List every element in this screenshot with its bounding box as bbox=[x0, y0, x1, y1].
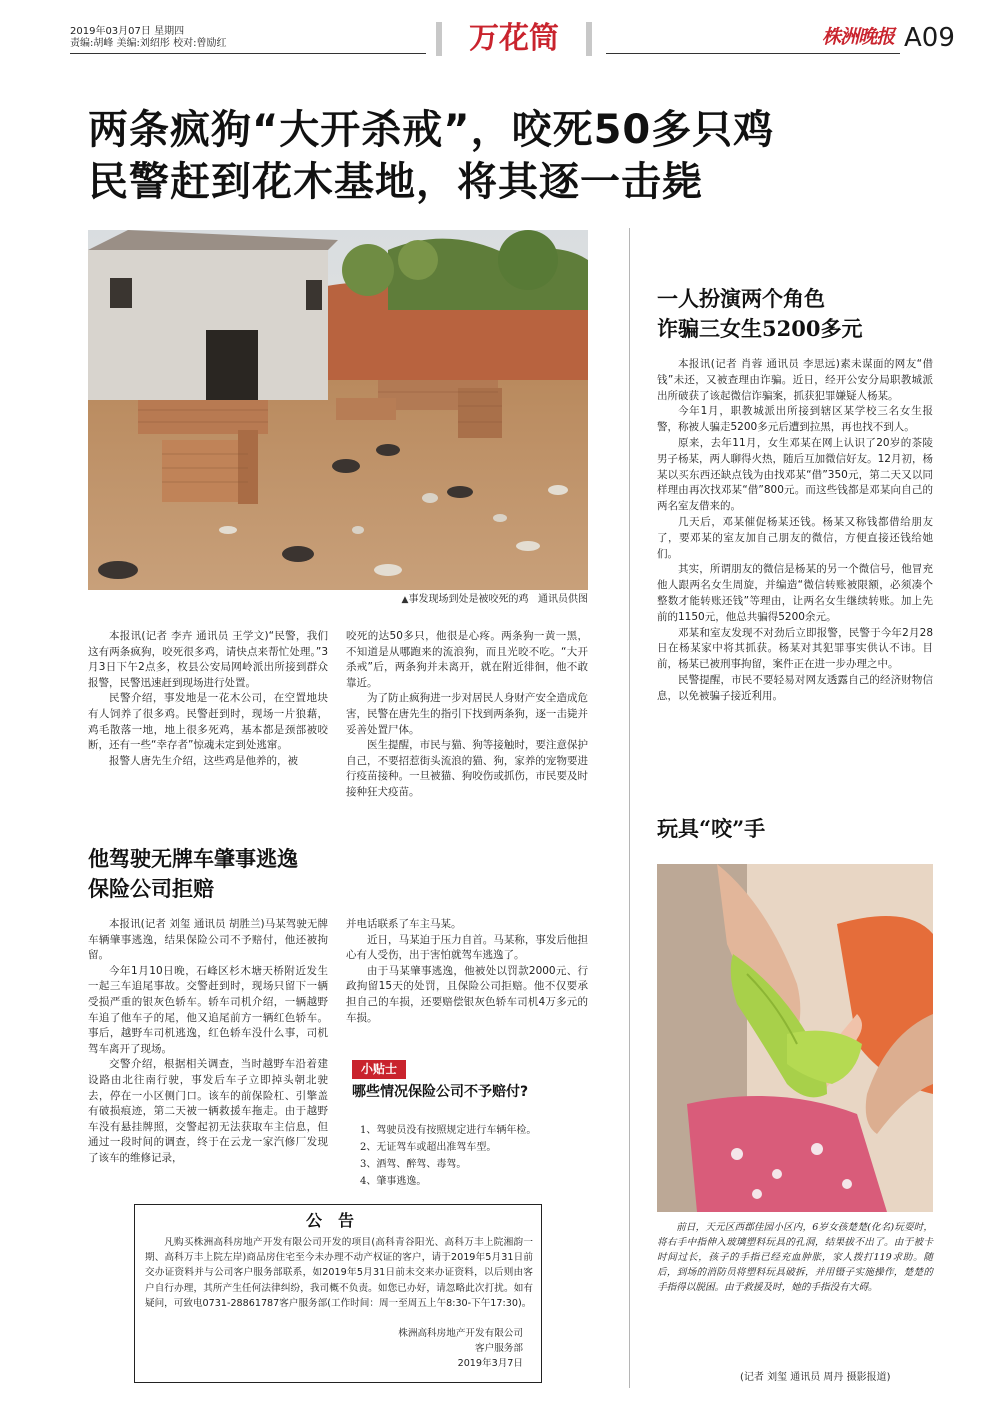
paragraph: 近日，马某迫于压力自首。马某称，事发后他担心有人受伤，出于害怕就驾车逃逸了。 bbox=[346, 933, 588, 962]
paragraph: 本报讯(记者 肖蓉 通讯员 李思远)素未谋面的网友“借钱”未还，又被查理由诈骗。近日，经开公安分局职教城派出所破获了该起微信诈骗案，抓获犯罪嫌疑人杨某。 bbox=[657, 358, 933, 402]
list-item: 4、肇事逃逸。 bbox=[360, 1176, 427, 1187]
list-item: 1、驾驶员没有按照规定进行车辆年检。 bbox=[360, 1125, 537, 1136]
paragraph: 今年1月，职教城派出所接到辖区某学校三名女生报警，称被人骗走5200多元后遭到拉黑，再也找不到人。 bbox=[657, 405, 933, 434]
scene-caption-credit: 通讯员供图 bbox=[538, 594, 588, 605]
paragraph: 由于马某肇事逃逸，他被处以罚款2000元、行政拘留15天的处罚，且保险公司拒赔。他不仅要承担自己的车损，还要赔偿银灰色轿车司机4万多元的车损。 bbox=[346, 964, 588, 1024]
editor-credits: 责编:胡峰 美编:刘绍彤 校对:曾励红 bbox=[70, 38, 227, 49]
fraud-headline bbox=[657, 284, 862, 344]
fraud-headline-line-1: 一人扮演两个角色 bbox=[657, 286, 825, 311]
paragraph: 本报讯(记者 刘玺 通讯员 胡胜兰)马某驾驶无牌车辆肇事逃逸，结果保险公司不予赔付，他还被拘留。 bbox=[88, 918, 328, 962]
fraud-story-body bbox=[657, 357, 933, 705]
fraud-headline-line-2: 诈骗三女生5200多元 bbox=[657, 316, 863, 341]
paragraph: 为了防止疯狗进一步对居民人身财产安全造成危害，民警在唐先生的指引下找到两条狗，逐一击毙并妥善处置尸体。 bbox=[346, 692, 588, 736]
paragraph: 报警人唐先生介绍，这些鸡是他养的，被 bbox=[109, 754, 298, 767]
scene-illustration bbox=[88, 230, 588, 590]
notice-dept: 客户服务部 bbox=[475, 1343, 523, 1354]
paragraph: 前日，天元区西郡佳园小区内，6岁女孩楚楚(化名)玩耍时，将右手中指伸入玻璃塑料玩具的孔洞，结果拔不出了。由于被卡时间过长，孩子的手指已经充血肿胀，家人拨打119求助。随后，到场的消防员将塑料玩具破拆，并用镊子实施操作，楚楚的手指得以脱困。由于救援及时，她的手指没有大碍。 bbox=[657, 1222, 933, 1293]
paragraph: 原来，去年11月，女生邓某在网上认识了20岁的茶陵男子杨某，两人聊得火热，随后互加微信好友。12月初，杨某以买东西还缺点钱为由找邓某“借”350元，第二天又以同样理由再次找邓某“借”800元。而这些钱都是邓某向自己的两名室友借来的。 bbox=[657, 436, 933, 513]
header-rule-right bbox=[606, 53, 900, 54]
main-story-column-2 bbox=[346, 629, 588, 801]
toy-headline: 玩具“咬”手 bbox=[657, 816, 766, 841]
paragraph: 几天后，邓某催促杨某还钱。杨某又称钱都借给朋友了，要邓某的室友加自己朋友的微信，方便直接还钱给她们。 bbox=[657, 515, 933, 560]
section-bar-right bbox=[586, 22, 592, 56]
paragraph-continued: 咬死的达50多只，他很是心疼。两条狗一黄一黑，不知道是从哪跑来的流浪狗，而且光咬不吃。“大开杀戒”后，两条狗并未离开，就在附近徘徊，他不敢靠近。 bbox=[346, 630, 588, 689]
toy-photo-credit: (记者 刘玺 通讯员 周丹 摄影报道) bbox=[740, 1372, 891, 1383]
paragraph: 本报讯(记者 李卉 通讯员 王学文)“民警，我们这有两条疯狗，咬死很多鸡，请快点来帮忙处理。”3月3日下午2点多，枚县公安局网岭派出所接到群众报警，民警迅速赶到现场进行处置。 bbox=[88, 630, 328, 689]
car-headline bbox=[88, 844, 298, 904]
paragraph: 邓某和室友发现不对劲后立即报警，民警于今年2月28日在杨某家中将其抓获。杨某对其犯罪事实供认不讳。目前，杨某已被刑事拘留，案件正在进一步办理之中。 bbox=[657, 626, 933, 671]
car-headline-line-1: 他驾驶无牌车肇事逃逸 bbox=[88, 846, 298, 871]
main-story-column-1 bbox=[88, 629, 328, 769]
header-rule-left bbox=[70, 53, 426, 54]
car-story-column-1 bbox=[88, 917, 328, 1167]
paragraph-continued: 并电话联系了车主马某。 bbox=[346, 918, 462, 930]
main-headline bbox=[88, 104, 774, 208]
toy-photo bbox=[657, 864, 933, 1212]
tip-list bbox=[360, 1122, 536, 1190]
paragraph: 其实，所谓朋友的微信是杨某的另一个微信号，他冒充他人跟两名女生周旋，并编造“微信转账被限额，必须凑个整数才能转账还钱”等理由，让两名女生继续转账。加上先前的1150元，他总共骗得5200余元。 bbox=[657, 563, 933, 623]
section-title: 万花筒 bbox=[469, 21, 559, 56]
scene-caption-text: 事发现场到处是被咬死的鸡 bbox=[408, 594, 529, 605]
triangle-icon: ▲ bbox=[401, 595, 409, 605]
notice-title: 公告 bbox=[305, 1211, 370, 1230]
paragraph: 民警提醒，市民不要轻易对网友透露自己的经济财物信息，以免被骗子接近利用。 bbox=[657, 673, 933, 702]
notice-company: 株洲高科房地产开发有限公司 bbox=[398, 1328, 523, 1339]
scene-photo-caption bbox=[356, 593, 588, 607]
main-headline-line-2: 民警赶到花木基地，将其逐一击毙 bbox=[88, 159, 703, 205]
car-headline-line-2: 保险公司拒赔 bbox=[88, 876, 214, 901]
newspaper-logo: 株洲晚报 bbox=[822, 26, 895, 48]
notice-date: 2019年3月7日 bbox=[457, 1358, 523, 1369]
tip-badge: 小贴士 bbox=[352, 1060, 406, 1079]
issue-date: 2019年03月07日 星期四 bbox=[70, 26, 185, 37]
paragraph: 今年1月10日晚，石峰区杉木塘天桥附近发生一起三车追尾事故。交警赶到时，现场只留下一辆受损严重的银灰色轿车。轿车司机介绍，一辆越野车追了他车子的尾，他又追尾前方一辆红色轿车。事后，越野车司机逃逸，红色轿车没什么事，司机驾车离开了现场。 bbox=[88, 964, 328, 1055]
car-story-column-2 bbox=[346, 917, 588, 1026]
notice-body: 凡购买株洲高科房地产开发有限公司开发的项目(高科青谷阳光、高科万丰上院湘韵一期、高科万丰上院左岸)商品房住宅至今未办理不动产权证的客户，请于2019年5月31日前交办证资料并与公司客户服务部联系，如2019年5月31日前未交来办证资料，以后则由客户自行办理，其所产生任何法律纠纷，我司概不负责。如您已办好，请忽略此次打扰。如有疑问，可致电0731-28861787客户服务部(工作时间：周一至周五上午8:30-下午17:30)。 bbox=[145, 1237, 533, 1309]
column-divider bbox=[629, 228, 630, 1388]
paragraph: 交警介绍，根据相关调查，当时越野车沿着建设路由北往南行驶，事发后车子立即掉头朝北驶去，停在一小区侧门口。该车的前保险杠、引擎盖有破损痕迹，第二天被一辆救援车拖走。由于越野车没有悬挂牌照，交警起初无法获取车主信息，但通过一段时间的调查，终于在云龙一家汽修厂发现了该车的维修记录， bbox=[88, 1058, 328, 1164]
toy-illustration bbox=[657, 864, 933, 1212]
list-item: 3、酒驾、醉驾、毒驾。 bbox=[360, 1159, 467, 1170]
tip-question: 哪些情况保险公司不予赔付? bbox=[352, 1084, 529, 1100]
section-bar-left bbox=[436, 22, 442, 56]
scene-photo bbox=[88, 230, 588, 590]
paragraph: 民警介绍，事发地是一花木公司，在空置地块有人饲养了很多鸡。民警赶到时，现场一片狼藉，鸡毛散落一地，地上很多死鸡，基本都是颈部被咬断，还有一些“幸存者”惊魂未定到处逃窜。 bbox=[88, 692, 328, 752]
page-number: A09 bbox=[904, 23, 955, 53]
notice-box bbox=[134, 1204, 542, 1383]
toy-photo-caption bbox=[657, 1220, 933, 1295]
main-headline-line-1: 两条疯狗“大开杀戒”，咬死50多只鸡 bbox=[88, 107, 775, 153]
list-item: 2、无证驾车或超出准驾车型。 bbox=[360, 1142, 497, 1153]
paragraph: 医生提醒，市民与猫、狗等接触时，要注意保护自己，不要招惹街头流浪的猫、狗，家养的宠物要进行疫苗接种。一旦被猫、狗咬伤或抓伤，市民要及时接种狂犬疫苗。 bbox=[346, 739, 588, 798]
